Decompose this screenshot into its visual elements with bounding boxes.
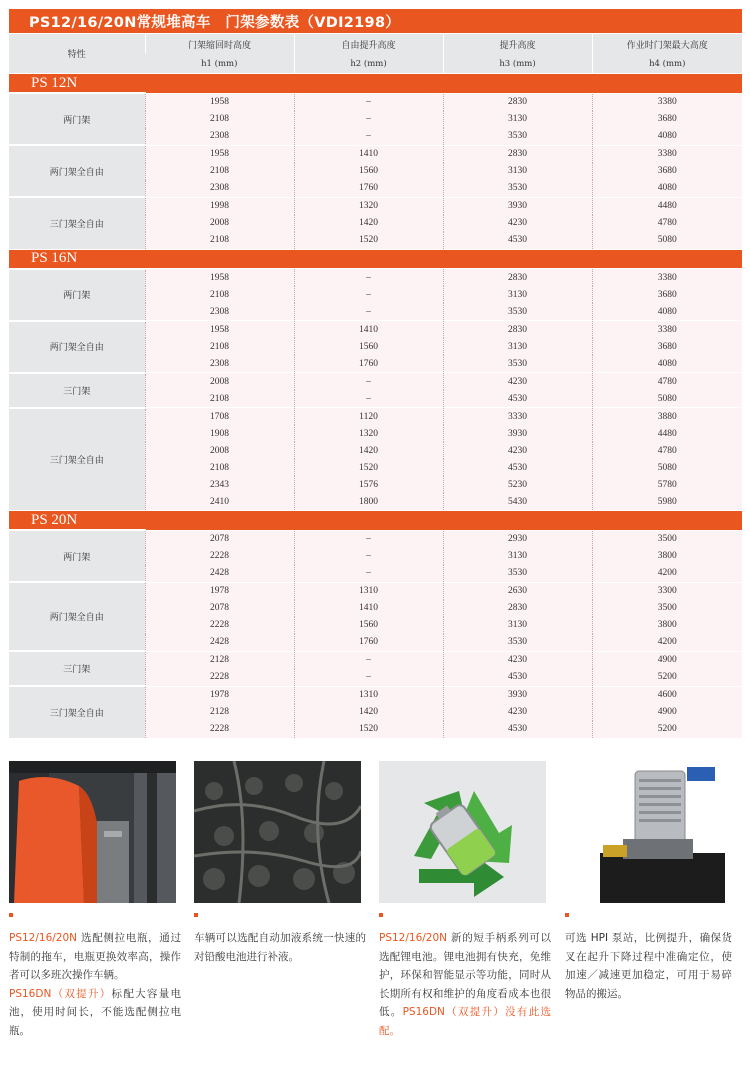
table-row [9, 93, 742, 111]
feature-cell: 两门架 [9, 269, 145, 321]
h3-cell: 3930 [443, 197, 592, 215]
h1-cell: 2108 [145, 111, 294, 128]
h2-cell: – [294, 565, 443, 583]
h2-column-header: 自由提升高度 [294, 34, 443, 54]
h3-cell: 3130 [443, 617, 592, 634]
auto-refill-caption [194, 929, 366, 966]
h4-column-header: 作业时门架最大高度 [592, 34, 742, 54]
h3-column-header: 提升高度 [443, 34, 592, 54]
h1-cell: 2108 [145, 232, 294, 250]
h3-cell: 5430 [443, 493, 592, 511]
h3-cell: 4530 [443, 232, 592, 250]
table-row [9, 651, 742, 669]
h3-cell: 2930 [443, 530, 592, 548]
h2-cell: 1310 [294, 686, 443, 704]
caption-text: 新的短手柄系列可以选配锂电池。锂电池拥有快充，免维护，环保和智能显示等功能，同时从长期所有权和维护的角度看成本也很低。 [379, 932, 551, 1018]
h3-cell: 3130 [443, 338, 592, 355]
h4-cell: 4080 [592, 180, 742, 198]
h1-cell: 1958 [145, 145, 294, 163]
h2-cell: – [294, 269, 443, 287]
h1-cell: 2228 [145, 617, 294, 634]
h2-cell: 1520 [294, 721, 443, 738]
h3-cell: 4230 [443, 704, 592, 721]
table-row [9, 197, 742, 215]
accent-mark [9, 913, 13, 917]
h3-cell: 5230 [443, 476, 592, 493]
table-row [9, 145, 742, 163]
h4-cell: 3380 [592, 93, 742, 111]
h2-cell: – [294, 93, 443, 111]
h2-cell: 1120 [294, 408, 443, 426]
h2-cell: 1410 [294, 145, 443, 163]
table-row [9, 408, 742, 426]
h3-cell: 3130 [443, 111, 592, 128]
h4-cell: 5080 [592, 232, 742, 250]
lithium-battery-caption [379, 929, 551, 1040]
h1-cell: 1978 [145, 686, 294, 704]
h2-cell: 1520 [294, 459, 443, 476]
table-row [9, 321, 742, 339]
h4-cell: 5080 [592, 390, 742, 408]
h1-cell: 2128 [145, 651, 294, 669]
h2-cell: 1420 [294, 215, 443, 232]
h3-cell: 2830 [443, 145, 592, 163]
lithium-recycle-icon [379, 761, 546, 903]
h2-cell: – [294, 530, 443, 548]
h4-unit: h4 (mm) [592, 54, 742, 74]
h2-cell: 1310 [294, 582, 443, 600]
table-row [9, 373, 742, 391]
h4-cell: 3380 [592, 321, 742, 339]
pump-station-photo [565, 761, 732, 903]
h1-cell: 1998 [145, 197, 294, 215]
h1-cell: 2078 [145, 600, 294, 617]
h2-cell: 1410 [294, 600, 443, 617]
h3-cell: 4530 [443, 669, 592, 687]
h2-cell: – [294, 373, 443, 391]
h1-cell: 2428 [145, 565, 294, 583]
h3-cell: 3130 [443, 163, 592, 180]
side-battery-photo [9, 761, 176, 903]
h2-cell: 1760 [294, 180, 443, 198]
h1-cell: 2008 [145, 215, 294, 232]
feature-cell: 三门架 [9, 373, 145, 408]
h3-cell: 4230 [443, 373, 592, 391]
h4-cell: 3680 [592, 111, 742, 128]
h2-cell: – [294, 111, 443, 128]
mast-spec-table [9, 34, 742, 738]
h4-cell: 4600 [592, 686, 742, 704]
h2-cell: – [294, 390, 443, 408]
h3-cell: 2630 [443, 582, 592, 600]
h2-cell: – [294, 651, 443, 669]
h3-cell: 3530 [443, 565, 592, 583]
h4-cell: 3380 [592, 269, 742, 287]
h4-cell: 4480 [592, 425, 742, 442]
h3-cell: 3530 [443, 303, 592, 321]
h2-cell: 1520 [294, 232, 443, 250]
accent-mark [194, 913, 198, 917]
h2-cell: 1320 [294, 197, 443, 215]
section-header-row [9, 249, 742, 269]
h1-cell: 2343 [145, 476, 294, 493]
h1-cell: 2228 [145, 721, 294, 738]
h3-cell: 3530 [443, 128, 592, 146]
h3-cell: 3930 [443, 425, 592, 442]
h1-cell: 2428 [145, 634, 294, 652]
h4-cell: 3300 [592, 582, 742, 600]
section-title: PS 12N [9, 74, 742, 94]
h3-cell: 3930 [443, 686, 592, 704]
accent-mark [565, 913, 569, 917]
h2-cell: 1760 [294, 634, 443, 652]
h3-cell: 3530 [443, 355, 592, 373]
battery-cells-photo [194, 761, 361, 903]
h3-cell: 2830 [443, 600, 592, 617]
h4-cell: 3800 [592, 617, 742, 634]
h3-cell: 4530 [443, 721, 592, 738]
h1-cell: 2008 [145, 442, 294, 459]
caption-text: 车辆可以选配自动加液系统一快速的对铅酸电池进行补液。 [194, 932, 366, 963]
h4-cell: 4780 [592, 442, 742, 459]
h1-column-header: 门架缩回时高度 [145, 34, 294, 54]
accent-mark [379, 913, 383, 917]
table-row [9, 582, 742, 600]
h4-cell: 3680 [592, 286, 742, 303]
h1-cell: 2078 [145, 530, 294, 548]
feature-cell: 三门架全自由 [9, 408, 145, 511]
h4-cell: 3880 [592, 408, 742, 426]
h1-cell: 2108 [145, 390, 294, 408]
h3-unit: h3 (mm) [443, 54, 592, 74]
h1-cell: 1958 [145, 269, 294, 287]
feature-cell: 两门架全自由 [9, 582, 145, 651]
h2-cell: 1560 [294, 617, 443, 634]
h4-cell: 4080 [592, 303, 742, 321]
h4-cell: 3380 [592, 145, 742, 163]
h1-cell: 2308 [145, 180, 294, 198]
h1-cell: 2108 [145, 286, 294, 303]
feature-cell: 三门架全自由 [9, 197, 145, 249]
h1-cell: 2108 [145, 338, 294, 355]
caption-highlight: PS12/16/20N [9, 932, 78, 944]
h3-cell: 3530 [443, 180, 592, 198]
h4-cell: 5200 [592, 721, 742, 738]
h4-cell: 4480 [592, 197, 742, 215]
feature-cell: 两门架 [9, 530, 145, 582]
pump-station-caption [565, 929, 732, 1003]
h4-cell: 5980 [592, 493, 742, 511]
h2-cell: – [294, 286, 443, 303]
h3-cell: 4530 [443, 390, 592, 408]
section-header-row [9, 511, 742, 531]
feature-cell: 两门架全自由 [9, 321, 145, 373]
h3-cell: 4530 [443, 459, 592, 476]
h2-unit: h2 (mm) [294, 54, 443, 74]
h1-cell: 1958 [145, 321, 294, 339]
h4-cell: 4780 [592, 373, 742, 391]
h1-cell: 2228 [145, 669, 294, 687]
caption-highlight: PS12/16/20N [379, 932, 448, 944]
h1-cell: 2308 [145, 128, 294, 146]
h1-cell: 2108 [145, 459, 294, 476]
h4-cell: 3500 [592, 600, 742, 617]
feature-cell: 三门架 [9, 651, 145, 686]
h1-cell: 2308 [145, 303, 294, 321]
h3-cell: 2830 [443, 269, 592, 287]
h2-cell: 1576 [294, 476, 443, 493]
section-title: PS 20N [9, 511, 742, 531]
h2-cell: 1560 [294, 163, 443, 180]
h4-cell: 5200 [592, 669, 742, 687]
h4-cell: 4200 [592, 634, 742, 652]
column-header-row [9, 34, 742, 54]
h4-cell: 4080 [592, 128, 742, 146]
h2-cell: 1420 [294, 442, 443, 459]
h1-cell: 2008 [145, 373, 294, 391]
h4-cell: 3680 [592, 163, 742, 180]
h2-cell: 1420 [294, 704, 443, 721]
h4-cell: 5780 [592, 476, 742, 493]
h4-cell: 4900 [592, 651, 742, 669]
h1-cell: 1708 [145, 408, 294, 426]
h1-cell: 2128 [145, 704, 294, 721]
h1-cell: 2308 [145, 355, 294, 373]
h3-cell: 2830 [443, 93, 592, 111]
h4-cell: 5080 [592, 459, 742, 476]
h1-cell: 1958 [145, 93, 294, 111]
feature-cell: 两门架全自由 [9, 145, 145, 197]
h2-cell: 1800 [294, 493, 443, 511]
h3-cell: 3130 [443, 548, 592, 565]
h2-cell: 1560 [294, 338, 443, 355]
h1-cell: 2228 [145, 548, 294, 565]
h1-cell: 1978 [145, 582, 294, 600]
h1-cell: 2410 [145, 493, 294, 511]
h4-cell: 3500 [592, 530, 742, 548]
h2-cell: – [294, 548, 443, 565]
h4-cell: 4780 [592, 215, 742, 232]
section-title: PS 16N [9, 249, 742, 269]
side-battery-caption [9, 929, 181, 1040]
h4-cell: 3680 [592, 338, 742, 355]
h1-cell: 1908 [145, 425, 294, 442]
h1-cell: 2108 [145, 163, 294, 180]
h3-cell: 3530 [443, 634, 592, 652]
caption-highlight: PS16DN（双提升）没有此选配。 [379, 1006, 551, 1037]
h2-cell: 1760 [294, 355, 443, 373]
caption-highlight: PS16DN（双提升） [9, 987, 112, 1000]
h2-cell: – [294, 128, 443, 146]
page-title: PS12/16/20N常规堆高车 门架参数表（VDI2198） [29, 14, 401, 31]
h2-cell: 1320 [294, 425, 443, 442]
table-row [9, 269, 742, 287]
h2-cell: – [294, 303, 443, 321]
h1-unit: h1 (mm) [145, 54, 294, 74]
table-row [9, 530, 742, 548]
feature-cell: 两门架 [9, 93, 145, 145]
h3-cell: 4230 [443, 215, 592, 232]
h4-cell: 3800 [592, 548, 742, 565]
h3-cell: 4230 [443, 651, 592, 669]
h3-cell: 4230 [443, 442, 592, 459]
h2-cell: 1410 [294, 321, 443, 339]
feature-column-header: 特性 [9, 34, 145, 74]
feature-cell: 三门架全自由 [9, 686, 145, 738]
h2-cell: – [294, 669, 443, 687]
h3-cell: 3330 [443, 408, 592, 426]
caption-text: 选配侧拉电瓶，通过特制的拖车，电瓶更换效率高，操作者可以多班次操作车辆。 [9, 932, 181, 981]
page-header [9, 9, 742, 33]
table-row [9, 686, 742, 704]
h4-cell: 4900 [592, 704, 742, 721]
h4-cell: 4200 [592, 565, 742, 583]
caption-text: 可选 HPI 泵站，比例提升，确保货叉在起升下降过程中准确定位，使加速／减速更加稳定，可用于易碎物品的搬运。 [565, 932, 732, 1000]
h3-cell: 2830 [443, 321, 592, 339]
section-header-row [9, 74, 742, 94]
h3-cell: 3130 [443, 286, 592, 303]
caption-text: 标配大容量电池，使用时间长，不能选配侧拉电瓶。 [9, 987, 181, 1037]
h4-cell: 4080 [592, 355, 742, 373]
